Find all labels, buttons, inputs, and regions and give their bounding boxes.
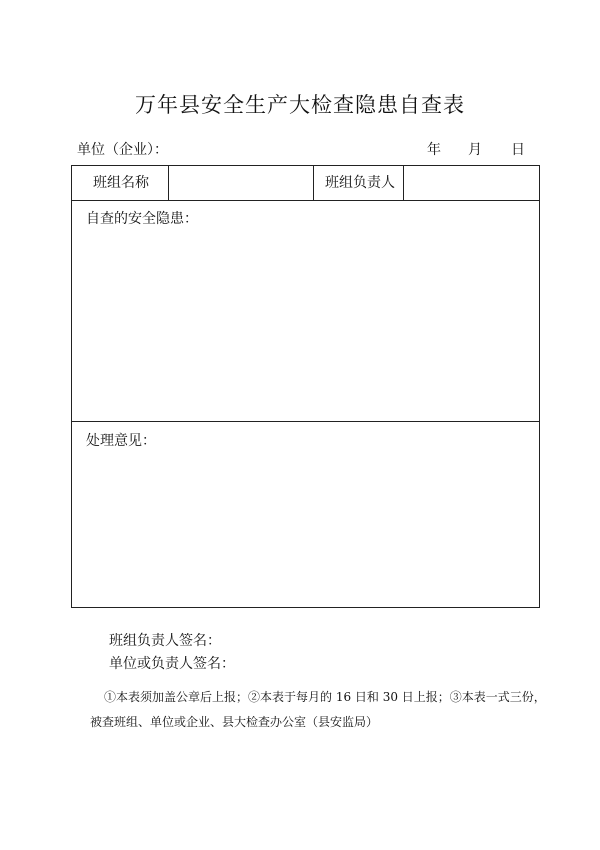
hazards-label: 自查的安全隐患： [86, 211, 198, 227]
team-leader-field[interactable] [404, 166, 539, 200]
note-line-1: ①本表须加盖公章后上报；②本表于每月的 16 日和 30 日上报；③本表一式三份， [104, 690, 546, 704]
inspection-form-table [71, 165, 540, 608]
date-month-label: 月 [468, 142, 482, 158]
team-leader-signature-label: 班组负责人签名： [109, 633, 221, 649]
unit-leader-signature-label: 单位或负责人签名： [109, 656, 235, 672]
date-day-label: 日 [511, 142, 525, 158]
team-info-row [72, 166, 539, 201]
opinion-label: 处理意见： [86, 433, 156, 449]
team-name-field[interactable] [169, 166, 314, 200]
unit-label: 单位（企业）： [77, 142, 168, 158]
form-title: 万年县安全生产大检查隐患自查表 [135, 93, 465, 117]
team-name-label: 班组名称 [72, 166, 169, 200]
opinion-section[interactable] [72, 422, 539, 607]
note-line-2: 被查班组、单位或企业、县大检查办公室（县安监局） [90, 715, 379, 729]
date-year-label: 年 [427, 142, 441, 158]
team-leader-label: 班组负责人 [314, 166, 404, 200]
hazards-section[interactable] [72, 201, 539, 422]
